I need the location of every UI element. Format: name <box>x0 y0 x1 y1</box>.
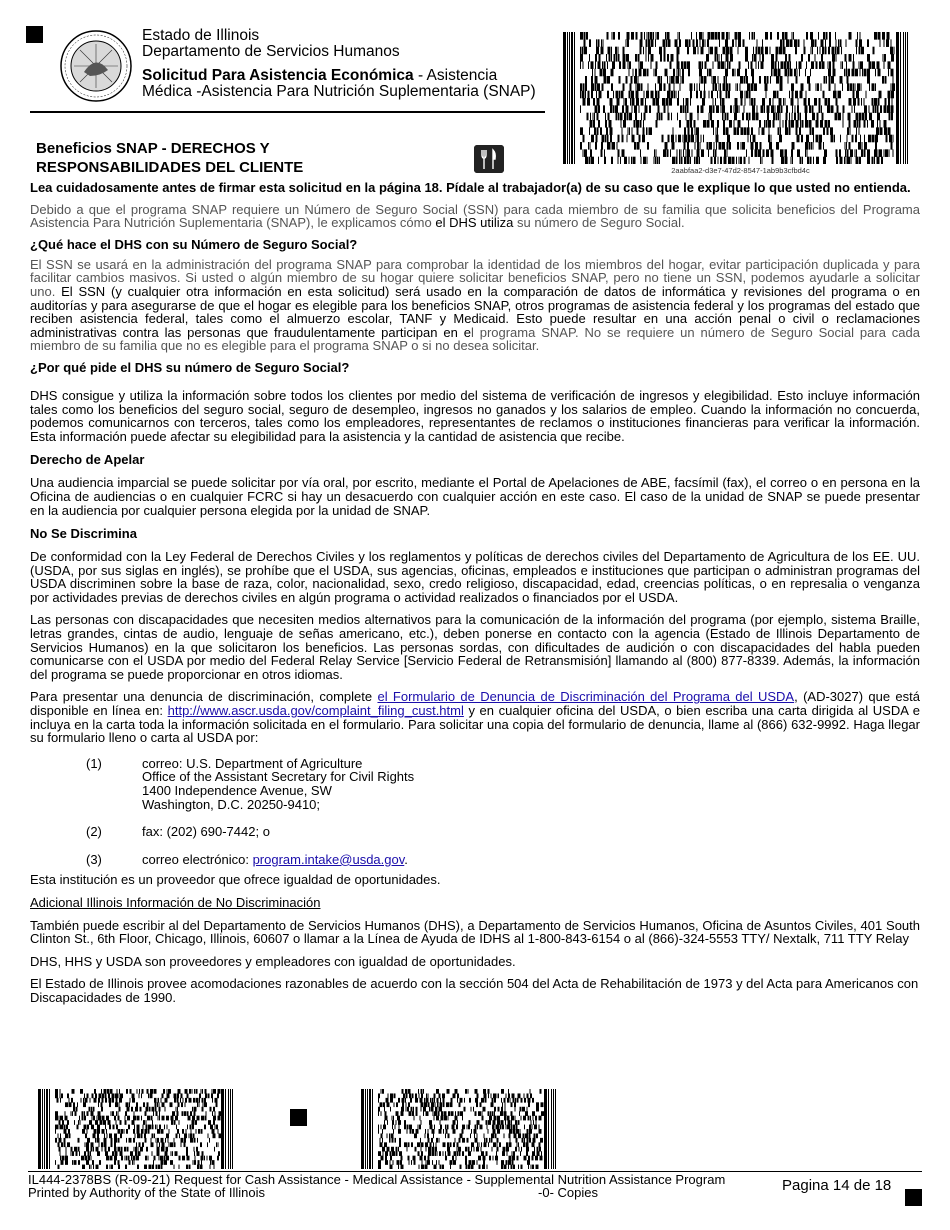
item-2-fax: fax: (202) 690-7442; o <box>142 824 270 840</box>
intro-warning: Lea cuidadosamente antes de firmar esta solicitud en la página 18. Pídale al trabajador(a) de su caso que le explique lo que usted no entienda. <box>30 180 911 195</box>
heading-why-ssn: ¿Por qué pide el DHS su número de Seguro Social? <box>30 359 350 375</box>
item-1-number: (1) <box>86 755 102 771</box>
item-3-email: correo electrónico: program.intake@usda.gov. <box>142 851 408 867</box>
fork-knife-icon <box>474 145 504 173</box>
footer-form-info <box>28 1173 788 1199</box>
nondiscrimination-p1: De conformidad con la Ley Federal de Derechos Civiles y los reglamentos y políticas de derechos civiles del Departamento de Agricultura de los EE. UU. (USDA, por sus siglas en inglés), se prohíbe que el USDA, sus agencias, oficinas, empleados e instituciones que participan o administran programas del USDA discriminen sobre la base de raza, color, nacionalidad, sexo, credo religioso, discapacidad, edad, creencias políticas, o en represalia o venganza por actividades previas de derechos civiles en algún programa o actividad realizados o financiados por el USDA. <box>30 549 920 605</box>
mail-line-1: correo: U.S. Department of Agriculture <box>142 755 363 771</box>
registration-mark-top-left <box>26 26 43 43</box>
why-ssn-paragraph: DHS consigue y utiliza la información sobre todos los clientes por medio del sistema de verificación de ingresos y elegibilidad. Esto incluye información tales como los beneficios del seguro social, seguro de desempleo, ingresos no ganados y los salarios de empleo. Cuando la información no concuerda, podemos comunicarnos con terceros, tales como los empleadores, representantes de reclamos o instituciones financieras para verificar la información. Esta información puede afectar su elegibilidad para la asistencia y la cantidad de asistencia que recibe. <box>30 387 920 444</box>
item-1-mail <box>142 757 920 811</box>
ssn-use-text-gray: El SSN se usará en la administración del programa SNAP para comprobar la identidad de los miembros del hogar, evitar participación duplicada y para facilitar cambios masivos. Si usted o algún miembro de su hogar quiere solicitar beneficios SNAP, pero no tiene un SSN, podemos ayudarle a solicitar uno. <box>30 256 920 299</box>
section-title-line1: Beneficios SNAP - DERECHOS Y <box>36 140 270 157</box>
mail-line-3: 1400 Independence Avenue, SW <box>142 783 332 798</box>
agency-state: Estado de Illinois <box>142 27 260 44</box>
header-divider <box>30 111 545 113</box>
ssn-intro-emphasis: el DHS utiliza <box>435 215 514 231</box>
item-3-number: (3) <box>86 851 102 867</box>
complaint-text-c: y en cualquier oficina del USDA, o bien escriba una carta dirigida al USDA e incluya en la carta toda la información solicitada en el formulario. Para solicitar una copia del formulario de denuncia, llame al (866) 632-9992. Haga llegar su formulario lleno o carta al USDA por: <box>30 703 920 746</box>
mail-line-2: Office of the Assistant Secretary for Civil Rights <box>142 769 415 785</box>
complaint-text-a: Para presentar una denuncia de discriminación, complete <box>30 689 378 705</box>
section-title-line2: RESPONSABILIDADES DEL CLIENTE <box>36 159 304 176</box>
form-title <box>142 68 536 100</box>
equal-opportunity-provider: Esta institución es un proveedor que ofrece igualdad de oportunidades. <box>30 872 441 888</box>
appeal-paragraph: Una audiencia imparcial se puede solicitar por vía oral, por escrito, mediante el Portal de Apelaciones de ABE, facsímil (fax), el correo o en persona en la Oficina de audiencias o en cualquier FCRC si hay un desacuerdo con cualquier acción en este caso. El caso de la unidad de SNAP se puede presentar en la audiencia por cualquier persona elegida por la unidad de SNAP. <box>30 475 920 518</box>
footer-form-id: IL444-2378BS (R-09-21) Request for Cash Assistance - Medical Assistance - Supplemental Nutrition Assistance Program <box>28 1172 726 1187</box>
complaint-url-link[interactable]: http://www.ascr.usda.gov/complaint_filing_cust.html <box>167 703 464 719</box>
form-title-bold: Solicitud Para Asistencia Económica <box>142 67 414 84</box>
heading-ssn-use: ¿Qué hace el DHS con su Número de Seguro Social? <box>30 236 358 252</box>
usda-email-link[interactable]: program.intake@usda.gov <box>252 851 405 867</box>
pdf417-barcode-bottom-right <box>361 1089 566 1169</box>
illinois-p3: El Estado de Illinois provee acomodaciones razonables de acuerdo con la sección 504 del Acta de Rehabilitación de 1973 y del Acta para Americanos con Discapacidades de 1990. <box>30 976 919 1005</box>
item-2-number: (2) <box>86 824 102 840</box>
pdf417-barcode-bottom-left <box>38 1089 243 1169</box>
registration-mark-bottom-center <box>290 1109 307 1126</box>
registration-mark-bottom-right <box>905 1189 922 1206</box>
page-number: Pagina 14 de 18 <box>782 1177 892 1194</box>
ssn-intro-text: Debido a que el programa SNAP requiere un Número de Seguro Social (SSN) para cada miembro de su familia que solicita beneficios del Programa Asistencia Para Nutrición Suplementaria (SNAP), le explicamos cómo <box>30 201 920 231</box>
agency-department: Departamento de Servicios Humanos <box>142 43 400 60</box>
nondiscrimination-p2: Las personas con discapacidades que necesiten medios alternativos para la comunicación de la información del programa (por ejemplo, sistema Braille, letras grandes, cintas de audio, lenguaje de señas americano, etc.), deben ponerse en contacto con la agencia (Estado de Illinois Departamento de Servicios Humanos) en la que solicitaron los beneficios. Las personas sordas, con dificultades de audición o con discapacidades del habla pueden comunicarse con el USDA por medio del Federal Relay Service [Servicio Federal de Retransmisión] llamando al (800) 877-8339. Además, la información del programa se puede proporcionar en otros idiomas. <box>30 612 920 682</box>
ssn-intro-paragraph <box>30 203 920 230</box>
ssn-intro-end: su número de Seguro Social. <box>513 215 685 231</box>
heading-appeal: Derecho de Apelar <box>30 452 145 468</box>
barcode-caption: 2aabfaa2-d3e7-47d2-8547-1ab9b3cfbd4c <box>671 166 810 175</box>
document-body <box>30 181 920 1012</box>
ssn-use-text-dark: El SSN (y cualquier otra información en esta solicitud) será usado en la comparación de datos de informática y revisiones del programa o en auditorías y para asegurarse de que el hogar es elegible para los beneficios SNAP, otros programas de asistencia federal y los programas del estado que reciben asistencia federal, tales como el almuerzo escolar, TANF y Medicaid. Esto puede resultar en una acción penal o civil o reclamaciones administrativas contra las personas que fraudulentamente participan en e <box>30 283 920 340</box>
complaint-form-link[interactable]: el Formulario de Denuncia de Discriminación del Programa del USDA <box>377 689 795 705</box>
agency-name <box>142 28 400 60</box>
footer-copies: -0- Copies <box>538 1185 598 1200</box>
illinois-state-seal-icon <box>60 30 132 102</box>
ssn-use-text-end: l programa SNAP. No se requiere un número de Seguro Social para cada miembro de su familia que no es elegible para el programa SNAP o si no desea solicitar. <box>30 324 920 354</box>
pdf417-barcode-top <box>563 32 918 164</box>
illinois-p1: También puede escribir al del Departamento de Servicios Humanos (DHS), a Departamento de Servicios Humanos, Oficina de Asuntos Civiles, 401 South Clinton St., 6th Floor, Chicago, Illinois, 60607 o llamar a la Línea de Ayuda de IDHS al 1-800-843-6154 o al (866)-324-5553 TTY/ Nextalk, 711 TTY Relay <box>30 917 920 947</box>
form-title-line2: Médica -Asistencia Para Nutrición Suplementaria (SNAP) <box>142 83 536 100</box>
section-title <box>36 139 303 177</box>
heading-illinois-nondiscrimination: Adicional Illinois Información de No Discriminación <box>30 894 321 910</box>
ssn-use-paragraph <box>30 258 920 353</box>
heading-nondiscrimination: No Se Discrimina <box>30 526 137 542</box>
form-title-suffix: - Asistencia <box>413 67 498 84</box>
complaint-text-b: , (AD-3027) que está disponible en línea en: <box>30 689 920 719</box>
mail-line-4: Washington, D.C. 20250-9410; <box>142 796 321 812</box>
contact-methods-list <box>86 757 920 867</box>
nondiscrimination-p3 <box>30 690 920 744</box>
illinois-p2: DHS, HHS y USDA son proveedores y empleadores con igualdad de oportunidades. <box>30 953 516 969</box>
footer-authority: Printed by Authority of the State of Illinois <box>28 1185 266 1200</box>
